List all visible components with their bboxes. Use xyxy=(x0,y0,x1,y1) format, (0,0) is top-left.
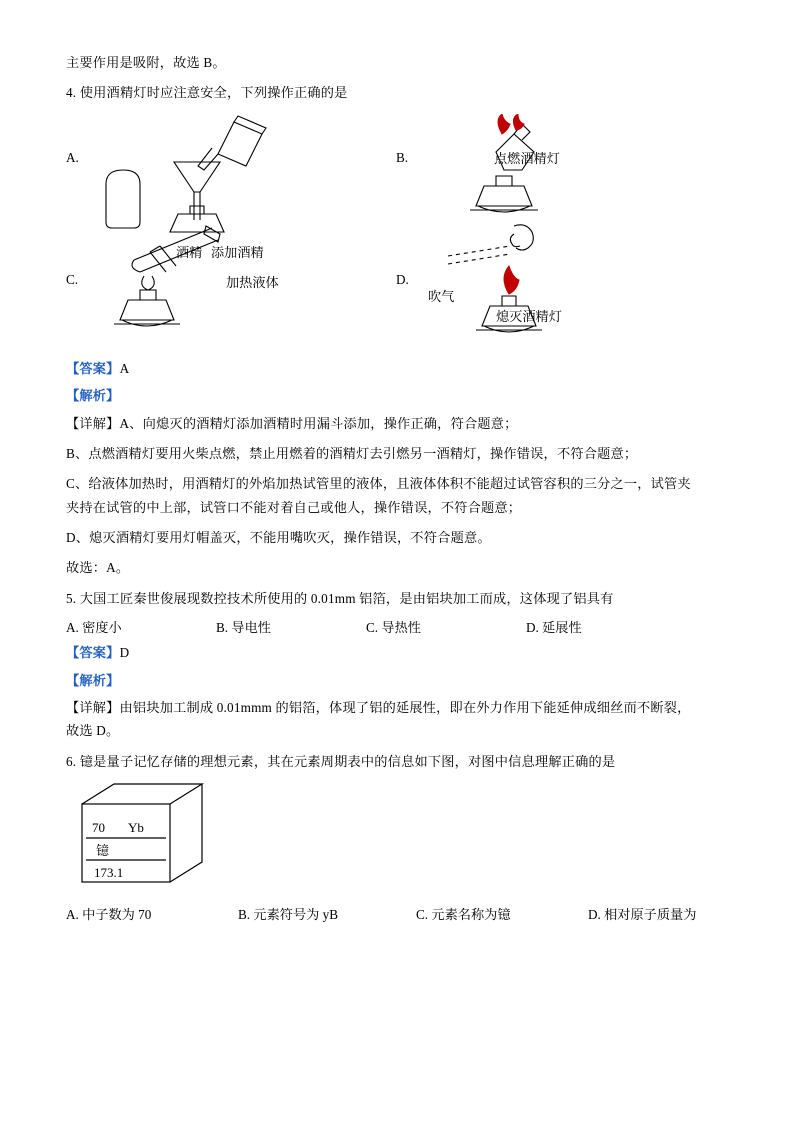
option-d-caption: 熄灭酒精灯 xyxy=(496,308,562,324)
q5-option-b: B. 导电性 xyxy=(216,620,271,636)
light-lamp-diagram xyxy=(418,114,608,234)
question-6-figure xyxy=(66,780,728,900)
option-d-letter: D. xyxy=(396,271,409,287)
question-4-conclusion: 故选：A。 xyxy=(66,560,130,576)
question-4-detail-4: D、熄灭酒精灯要用灯帽盖灭，不能用嘴吹灭，操作错误，不符合题意。 xyxy=(66,530,491,545)
figure-extinguish-lamp xyxy=(418,222,608,348)
q6-option-c: C. 元素名称为镱 xyxy=(416,907,511,922)
option-a-extra-label: 酒精 xyxy=(176,244,203,260)
option-c-caption: 加热液体 xyxy=(226,274,279,290)
question-5-answer xyxy=(66,642,728,663)
option-b-letter: B. xyxy=(396,149,409,165)
analysis-label: 【解析】 xyxy=(66,388,120,404)
paragraph-previous-answer: 主要作用是吸附，故选 B。 xyxy=(66,55,226,70)
question-4-analysis-label xyxy=(66,385,728,406)
answer-label: 【答案】 xyxy=(66,360,120,376)
element-mass: 173.1 xyxy=(94,865,124,880)
q5-option-a: A. 密度小 xyxy=(66,620,122,636)
question-4-answer xyxy=(66,358,728,379)
option-d-extra-label: 吹气 xyxy=(428,288,455,304)
q5-option-d: D. 延展性 xyxy=(526,620,582,636)
figure-add-alcohol xyxy=(94,114,284,234)
question-5-options xyxy=(66,617,728,636)
q5-option-c: C. 导热性 xyxy=(366,620,421,636)
element-name: 镱 xyxy=(96,843,110,858)
element-symbol: Yb xyxy=(128,820,144,835)
option-a-caption: 添加酒精 xyxy=(211,244,264,260)
analysis-label: 【解析】 xyxy=(66,672,120,688)
question-6-options xyxy=(66,904,728,923)
question-5-analysis-label xyxy=(66,670,728,691)
answer-value: D xyxy=(119,645,130,661)
figure-light-alcohol-lamp xyxy=(418,114,608,234)
question-4-detail-3: C、给液体加热时，用酒精灯的外焰加热试管里的液体，且液体体积不能超过试管容积的三分之一，试管夹 xyxy=(66,476,691,492)
option-b-caption: 点燃酒精灯 xyxy=(494,150,560,166)
option-c-letter: C. xyxy=(66,271,79,287)
question-4-detail-3b: 夹持在试管的中上部，试管口不能对着自己或他人，操作错误，不符合题意； xyxy=(66,499,522,515)
add-alcohol-diagram xyxy=(94,114,284,234)
answer-label: 【答案】 xyxy=(66,645,120,661)
q6-option-b: B. 元素符号为 yB xyxy=(238,907,339,922)
q6-option-d: D. 相对原子质量为 xyxy=(588,907,697,922)
extinguish-lamp-diagram xyxy=(418,222,608,348)
element-atomic-number: 70 xyxy=(92,820,105,835)
question-4-stem: 4. 使用酒精灯时应注意安全，下列操作正确的是 xyxy=(66,85,348,101)
q6-option-a: A. 中子数为 70 xyxy=(66,907,152,922)
answer-value: A xyxy=(119,360,130,376)
question-5-conclusion: 故选 D。 xyxy=(66,723,120,739)
question-4-detail-1: 【详解】A、向熄灭的酒精灯添加酒精时用漏斗添加，操作正确，符合题意； xyxy=(66,415,518,431)
question-6-stem: 6. 镱是量子记忆存储的理想元素，其在元素周期表中的信息如下图，对图中信息理解正确的是 xyxy=(66,753,616,769)
element-cube-diagram xyxy=(74,780,264,900)
question-5-detail: 【详解】由铝块加工制成 0.01mmm 的铝箔，体现了铝的延展性，即在外力作用下能延伸成细丝而不断裂， xyxy=(66,699,691,715)
question-4-figure-group xyxy=(66,114,728,354)
document-content xyxy=(66,52,728,929)
option-a-letter: A. xyxy=(66,149,79,165)
question-5-stem: 5. 大国工匠秦世俊展现数控技术所使用的 0.01mm 铝箔，是由铝块加工而成，这体现了铝具有 xyxy=(66,590,614,606)
question-4-detail-2: B、点燃酒精灯要用火柴点燃，禁止用燃着的酒精灯去引燃另一酒精灯，操作错误，不符合题意； xyxy=(66,445,638,461)
